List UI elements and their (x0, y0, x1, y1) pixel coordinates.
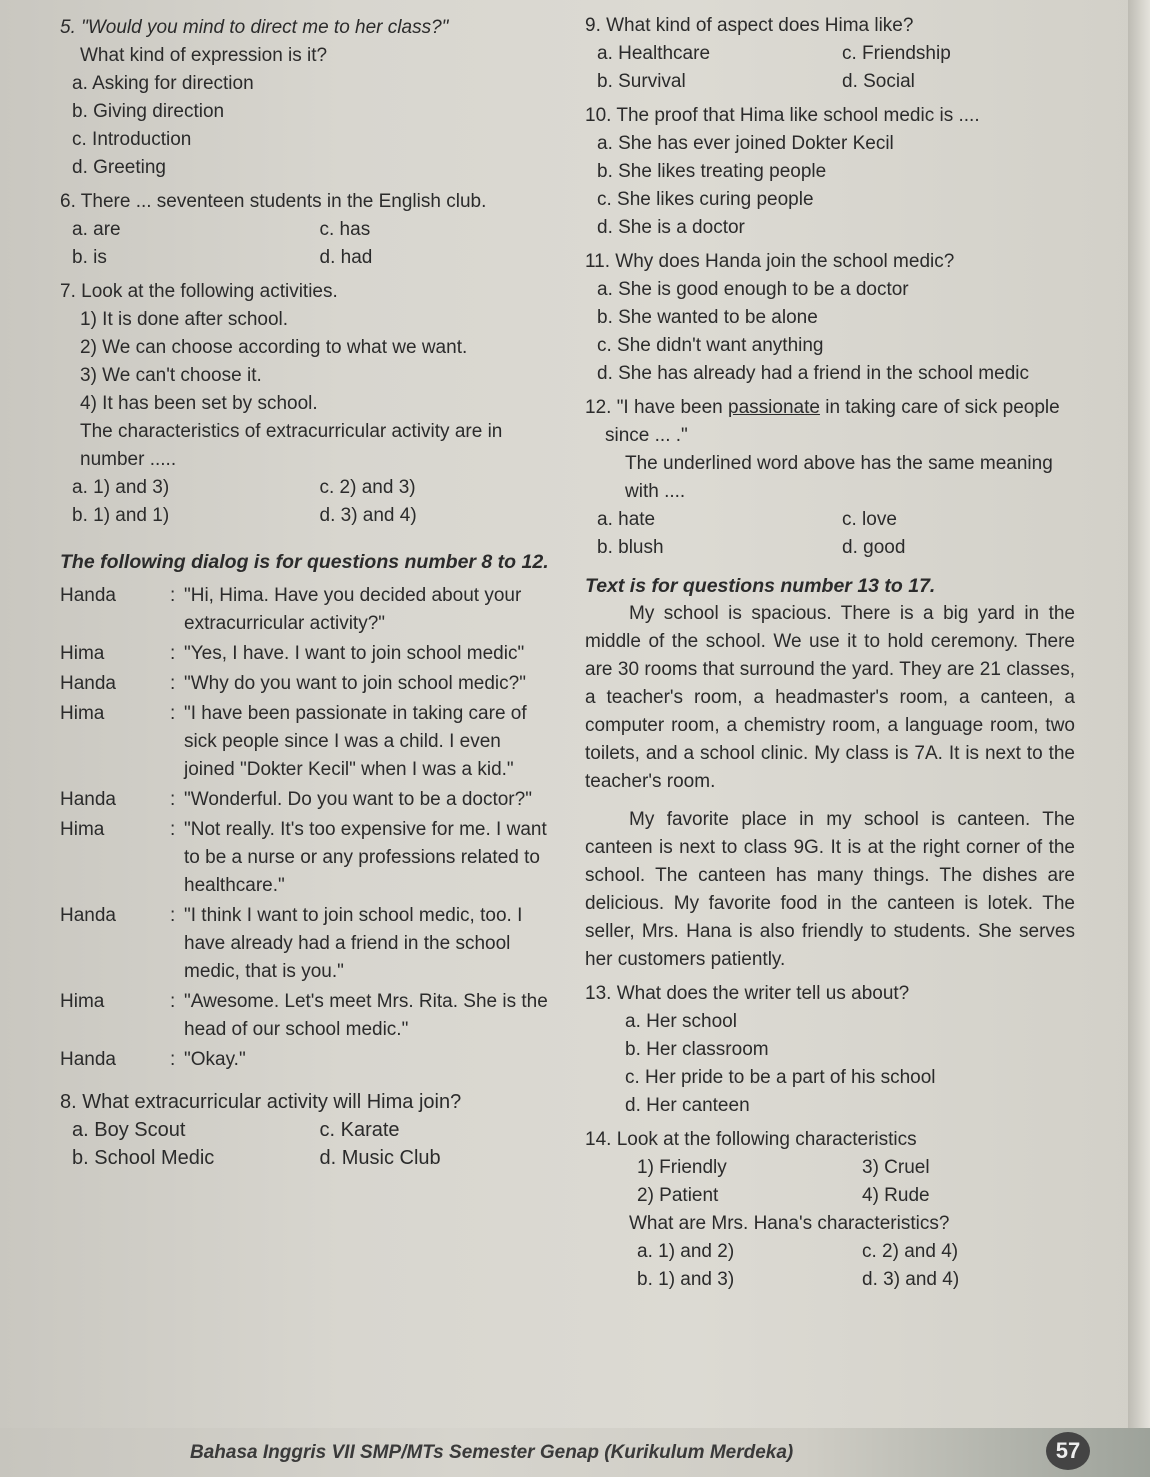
question-10 (585, 102, 1075, 242)
dialog-line (60, 670, 555, 698)
q12-option-a: a. hate (597, 509, 656, 530)
question-14 (585, 1126, 1075, 1294)
question-11 (585, 248, 1075, 388)
dialog-colon: : (170, 991, 176, 1012)
dialog-colon: : (170, 673, 176, 694)
q5-option-b: b. Giving direction (72, 101, 225, 122)
question-10-text: 10. The proof that Hima like school medic is .... (585, 105, 980, 126)
dialog-speaker: Hima (60, 643, 105, 664)
q14-item-4: 4) Rude (862, 1185, 930, 1206)
dialog-line (60, 640, 555, 668)
question-11-text: 11. Why does Handa join the school medic? (585, 251, 955, 272)
q7-item-4: 4) It has been set by school. (80, 393, 318, 414)
q9-options (585, 40, 1075, 96)
q14-item-3: 3) Cruel (862, 1157, 930, 1178)
dialog-speaker: Handa (60, 1049, 116, 1070)
dialog-text: "Why do you want to join school medic?" (184, 673, 526, 694)
q8-option-d: d. Music Club (319, 1147, 441, 1169)
question-8-text: 8. What extracurricular activity will Hima join? (60, 1091, 462, 1113)
q14-item-1: 1) Friendly (637, 1157, 727, 1178)
q10-option-a: a. She has ever joined Dokter Kecil (597, 133, 894, 154)
question-6 (60, 188, 555, 272)
q7-option-d: d. 3) and 4) (319, 505, 417, 526)
dialog-line (60, 582, 555, 638)
q11-option-d: d. She has already had a friend in the school medic (597, 363, 1029, 384)
dialog-speaker: Hima (60, 991, 105, 1012)
question-6-text: 6. There ... seventeen students in the English club. (60, 191, 487, 212)
question-12-sub: The underlined word above has the same meaning with .... (625, 453, 1053, 502)
question-8 (60, 1088, 555, 1172)
dialog-text: "Okay." (184, 1049, 246, 1070)
q12-underlined-word: passionate (728, 397, 820, 418)
dialog-text: "Awesome. Let's meet Mrs. Rita. She is the head of our school medic." (184, 991, 548, 1040)
dialog-text: "Yes, I have. I want to join school medic" (184, 643, 525, 664)
q8-option-c: c. Karate (319, 1119, 400, 1141)
dialog-colon: : (170, 819, 176, 840)
q7-option-b: b. 1) and 1) (72, 505, 170, 526)
q14-item-2: 2) Patient (637, 1185, 719, 1206)
question-9 (585, 12, 1075, 96)
reading-paragraph: My favorite place in my school is canteen. The canteen is next to class 9G. It is at the right corner of the school. The canteen has many things. The dishes are delicious. My favorite food in the canteen is lotek. The seller, Mrs. Hana is also friendly to students. She serves her customers patiently. (585, 809, 1075, 970)
dialog-text: "Hi, Hima. Have you decided about your extracurricular activity?" (184, 585, 522, 634)
q13-option-c: c. Her pride to be a part of his school (625, 1067, 936, 1088)
question-9-text: 9. What kind of aspect does Hima like? (585, 15, 914, 36)
dialog (60, 582, 555, 1074)
dialog-speaker: Handa (60, 905, 116, 926)
dialog-colon: : (170, 703, 176, 724)
reading-paragraph: My school is spacious. There is a big yard in the middle of the school. We use it to hold ceremony. There are 30 rooms that surround the yard. They are 21 classes, a teacher's room, a headmaster's room, a canteen, a computer room, a chemistry room, a language room, two toilets, and a school clinic. My class is 7A. It is next to the teacher's room. (585, 603, 1075, 792)
question-7-text: 7. Look at the following activities. (60, 281, 338, 302)
reading-text-heading: Text is for questions number 13 to 17. (585, 575, 936, 597)
question-13 (585, 980, 1075, 1120)
dialog-speaker: Handa (60, 585, 116, 606)
question-13-text: 13. What does the writer tell us about? (585, 983, 910, 1004)
q6-option-d: d. had (319, 247, 373, 268)
q14-option-b: b. 1) and 3) (637, 1269, 735, 1290)
q11-option-c: c. She didn't want anything (597, 335, 824, 356)
q14-option-c: c. 2) and 4) (862, 1241, 959, 1262)
q13-option-d: d. Her canteen (625, 1095, 750, 1116)
q8-options (60, 1116, 555, 1172)
q8-option-a: a. Boy Scout (72, 1119, 186, 1141)
dialog-colon: : (170, 905, 176, 926)
q9-option-a: a. Healthcare (597, 43, 711, 64)
q6-options (60, 216, 555, 272)
dialog-colon: : (170, 789, 176, 810)
q12-text-post: in taking care of sick people since ... ." (605, 397, 1060, 446)
q8-option-b: b. School Medic (72, 1147, 215, 1169)
q9-option-d: d. Social (842, 71, 915, 92)
q7-item-3: 3) We can't choose it. (80, 365, 262, 386)
dialog-colon: : (170, 1049, 176, 1070)
question-5-text: 5. "Would you mind to direct me to her class?" (60, 17, 449, 38)
q10-option-d: d. She is a doctor (597, 217, 745, 238)
dialog-colon: : (170, 585, 176, 606)
question-7-sub: The characteristics of extracurricular activity are in number ..... (80, 421, 503, 470)
right-column (585, 12, 1075, 1294)
page-edge (1128, 0, 1150, 1477)
q11-option-a: a. She is good enough to be a doctor (597, 279, 909, 300)
q13-option-b: b. Her classroom (625, 1039, 769, 1060)
question-14-text: 14. Look at the following characteristics (585, 1129, 917, 1150)
q14-option-a: a. 1) and 2) (637, 1241, 735, 1262)
question-7 (60, 278, 555, 530)
q5-option-c: c. Introduction (72, 129, 192, 150)
dialog-speaker: Hima (60, 703, 105, 724)
question-12 (585, 394, 1075, 562)
q14-items (585, 1154, 1075, 1210)
q12-option-c: c. love (842, 509, 897, 530)
q5-option-a: a. Asking for direction (72, 73, 254, 94)
q7-item-1: 1) It is done after school. (80, 309, 289, 330)
dialog-text: "I have been passionate in taking care of sick people since I was a child. I even joined "Dokter Kecil" when I was a kid." (184, 703, 527, 780)
q6-option-a: a. are (72, 219, 121, 240)
book-title: Bahasa Inggris VII SMP/MTs Semester Genap (Kurikulum Merdeka) (190, 1442, 794, 1463)
question-5 (60, 14, 555, 182)
dialog-heading: The following dialog is for questions number 8 to 12. (60, 551, 549, 573)
dialog-line (60, 786, 555, 814)
q6-option-c: c. has (319, 219, 371, 240)
q10-option-b: b. She likes treating people (597, 161, 827, 182)
dialog-line (60, 700, 555, 784)
q11-option-b: b. She wanted to be alone (597, 307, 818, 328)
dialog-line (60, 1046, 555, 1074)
dialog-text: "Not really. It's too expensive for me. I want to be a nurse or any professions related to healthcare." (184, 819, 547, 896)
dialog-colon: : (170, 643, 176, 664)
question-14-sub: What are Mrs. Hana's characteristics? (629, 1213, 950, 1234)
q14-option-d: d. 3) and 4) (862, 1269, 960, 1290)
left-column (60, 14, 555, 1172)
q7-option-c: c. 2) and 3) (319, 477, 416, 498)
q7-options (60, 474, 555, 530)
page-number: 57 (1046, 1432, 1090, 1470)
q7-option-a: a. 1) and 3) (72, 477, 170, 498)
dialog-speaker: Handa (60, 673, 116, 694)
q9-option-c: c. Friendship (842, 43, 951, 64)
dialog-line (60, 988, 555, 1044)
dialog-line (60, 816, 555, 900)
q6-option-b: b. is (72, 247, 107, 268)
dialog-text: "I think I want to join school medic, too. I have already had a friend in the school medic, that is you." (184, 905, 523, 982)
question-12-text (585, 394, 1075, 450)
q7-item-2: 2) We can choose according to what we want. (80, 337, 468, 358)
page-footer (0, 1428, 1150, 1477)
dialog-text: "Wonderful. Do you want to be a doctor?" (184, 789, 532, 810)
q12-option-b: b. blush (597, 537, 664, 558)
q13-option-a: a. Her school (625, 1011, 737, 1032)
q12-text-pre: 12. "I have been (585, 397, 729, 418)
dialog-speaker: Handa (60, 789, 116, 810)
q5-option-d: d. Greeting (72, 157, 166, 178)
question-5-sub: What kind of expression is it? (80, 45, 328, 66)
dialog-line (60, 902, 555, 986)
q9-option-b: b. Survival (597, 71, 686, 92)
dialog-speaker: Hima (60, 819, 105, 840)
q12-option-d: d. good (842, 537, 906, 558)
q14-options (585, 1238, 1075, 1294)
q10-option-c: c. She likes curing people (597, 189, 814, 210)
q12-options (585, 506, 1075, 562)
